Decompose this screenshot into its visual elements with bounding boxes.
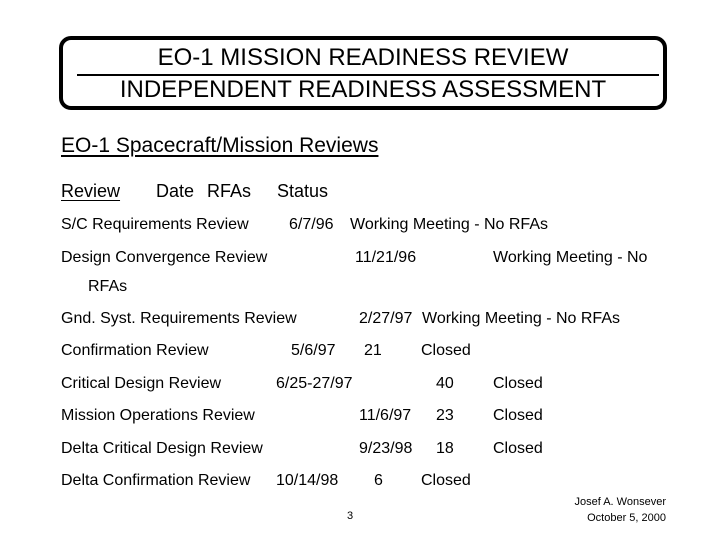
row-1-date: 6/7/96 [289,216,334,233]
row-2-date: 11/21/96 [355,249,417,266]
footer-date: October 5, 2000 [587,512,666,524]
row-4-status: Closed [421,342,471,359]
row-5-date: 6/25-27/97 [276,375,353,392]
row-8-rfas: 6 [374,472,383,489]
section-title-text: EO-1 Spacecraft/Mission Reviews [61,134,379,157]
column-header-status: Status [277,181,329,201]
footer-author: Josef A. Wonsever [574,496,666,508]
row-6-status: Closed [493,407,543,424]
column-header-review [61,180,120,202]
section-title [61,133,378,159]
page-number: 3 [347,510,354,522]
row-4-date: 5/6/97 [291,342,336,359]
row-7-status: Closed [493,440,543,457]
row-4-rfas: 21 [364,342,382,359]
row-8-review: Delta Confirmation Review [61,472,251,489]
column-header-date: Date [156,181,195,201]
row-6-date: 11/6/97 [359,407,412,424]
header-subtitle-underline [93,106,633,108]
row-6-rfas: 23 [436,407,454,424]
row-7-review: Delta Critical Design Review [61,440,263,457]
row-7-rfas: 18 [436,440,454,457]
column-header-rfas: RFAs [207,181,252,201]
row-8-status: Closed [421,472,471,489]
header-box [59,36,667,110]
row-8-date: 10/14/98 [276,472,339,489]
column-header-review-text: Review [61,181,121,201]
header-title-line2: INDEPENDENT READINESS ASSESSMENT [119,76,607,103]
row-1-status: Working Meeting - No RFAs [350,216,548,233]
row-5-status: Closed [493,375,543,392]
row-7-date: 9/23/98 [359,440,413,457]
row-1-review: S/C Requirements Review [61,216,249,233]
row-2-status-wrap: RFAs [88,278,128,295]
row-2-review: Design Convergence Review [61,249,268,266]
row-3-date: 2/27/97 [359,310,413,327]
row-3-status: Working Meeting - No RFAs [422,310,620,327]
row-5-review: Critical Design Review [61,375,222,392]
row-2-status: Working Meeting - No [493,249,648,266]
row-5-rfas: 40 [436,375,454,392]
row-4-review: Confirmation Review [61,342,209,359]
row-3-review: Gnd. Syst. Requirements Review [61,310,297,327]
row-6-review: Mission Operations Review [61,407,255,424]
header-title-line1: EO-1 MISSION READINESS REVIEW [157,44,569,71]
